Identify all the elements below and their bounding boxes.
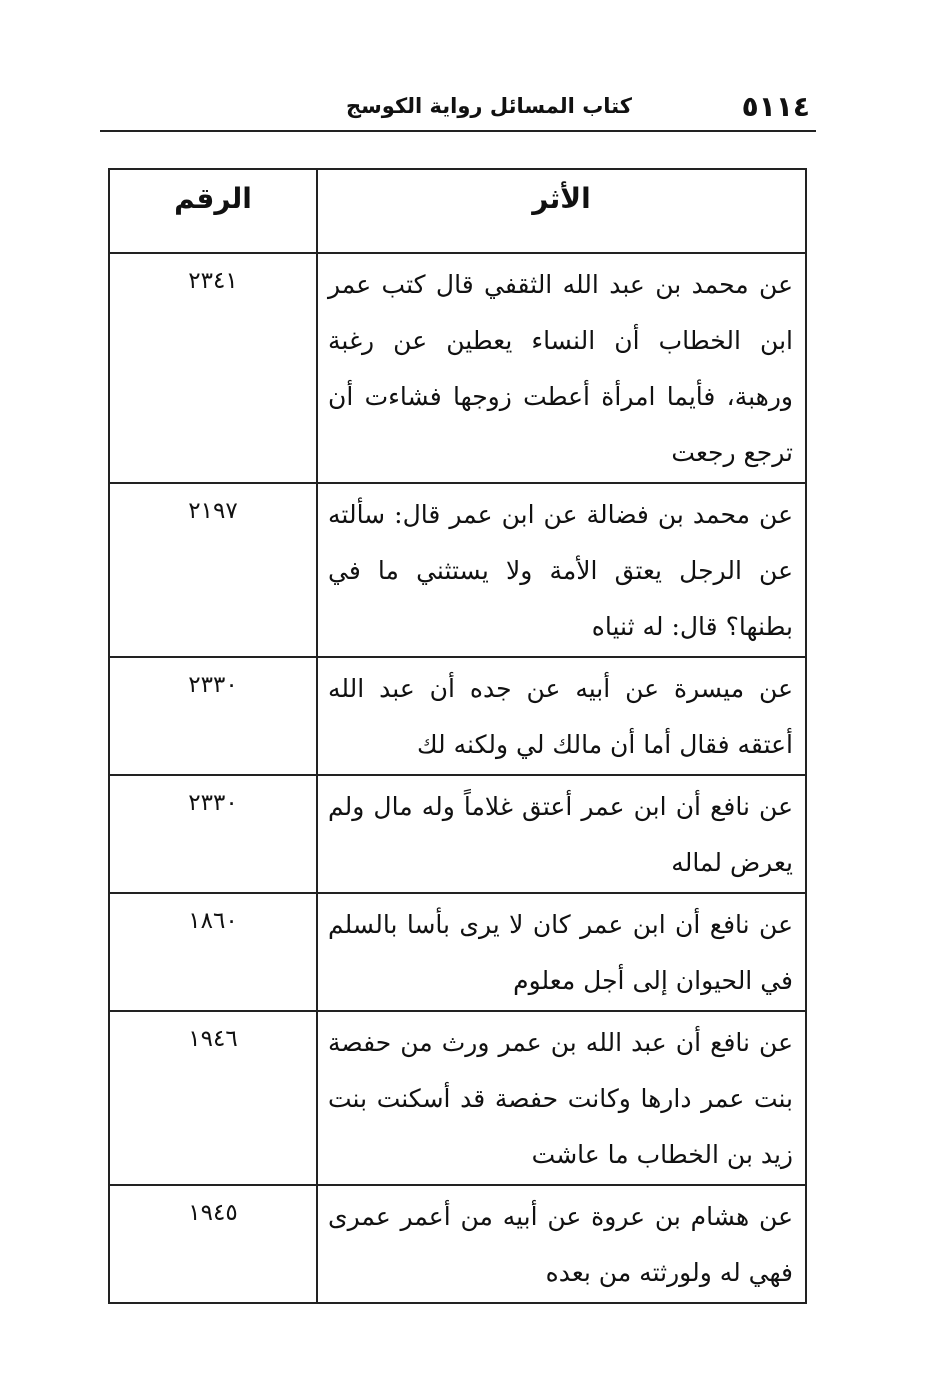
- table-header-row: [109, 169, 806, 253]
- athar-text: عن نافع أن ابن عمر أعتق غلاماً وله مال ولم يعرض لماله: [317, 775, 806, 893]
- athar-text: عن نافع أن ابن عمر كان لا يرى بأسا بالسلم في الحيوان إلى أجل معلوم: [317, 893, 806, 1011]
- athar-text: عن محمد بن عبد الله الثقفي قال كتب عمر ابن الخطاب أن النساء يعطين عن رغبة ورهبة، فأيما امرأة أعطت زوجها فشاءت أن ترجع رجعت: [317, 253, 806, 483]
- table-row: [109, 1011, 806, 1185]
- table-row: [109, 775, 806, 893]
- column-header-number: الرقم: [109, 169, 317, 253]
- athar-number: ٢٣٣٠: [109, 775, 317, 893]
- athar-number: ١٩٤٦: [109, 1011, 317, 1185]
- table-row: [109, 893, 806, 1011]
- athar-number: ٢٣٤١: [109, 253, 317, 483]
- athar-table: [108, 168, 807, 1304]
- table-row: [109, 1185, 806, 1303]
- column-header-athar: الأثر: [317, 169, 806, 253]
- table-row: [109, 657, 806, 775]
- athar-text: عن نافع أن عبد الله بن عمر ورث من حفصة بنت عمر دارها وكانت حفصة قد أسكنت بنت زيد بن الخطاب ما عاشت: [317, 1011, 806, 1185]
- athar-text: عن ميسرة عن أبيه عن جده أن عبد الله أعتقه فقال أما أن مالك لي ولكنه لك: [317, 657, 806, 775]
- athar-number: ٢٣٣٠: [109, 657, 317, 775]
- athar-number: ١٨٦٠: [109, 893, 317, 1011]
- table-row: [109, 253, 806, 483]
- athar-number: ١٩٤٥: [109, 1185, 317, 1303]
- athar-number: ٢١٩٧: [109, 483, 317, 657]
- athar-text: عن محمد بن فضالة عن ابن عمر قال: سألته عن الرجل يعتق الأمة ولا يستثني ما في بطنها؟ قال: له ثنياه: [317, 483, 806, 657]
- page-number: ٥١١٤: [741, 89, 810, 123]
- athar-text: عن هشام بن عروة عن أبيه من أعمر عمرى فهي له ولورثته من بعده: [317, 1185, 806, 1303]
- table-row: [109, 483, 806, 657]
- running-title: كتاب المسائل رواية الكوسج: [346, 94, 632, 118]
- page-header: [100, 82, 816, 132]
